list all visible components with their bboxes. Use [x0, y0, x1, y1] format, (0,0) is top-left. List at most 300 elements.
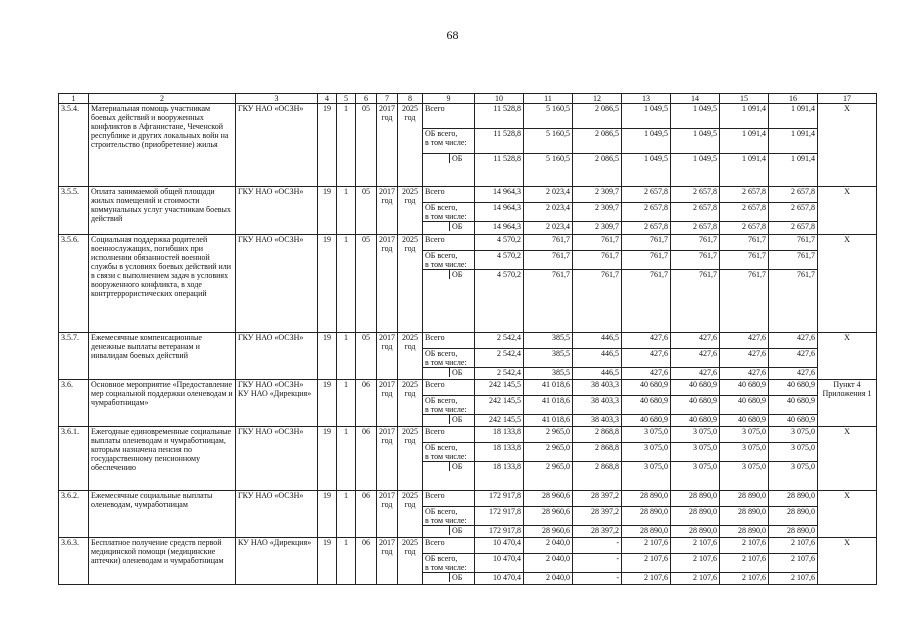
year-suffix: год — [381, 500, 393, 509]
amount-cell: 242 145,5 — [475, 396, 524, 415]
amount-cell: 2 107,6 — [622, 573, 671, 585]
amount-cell: 2 023,4 — [524, 187, 573, 203]
funding-source-label — [423, 538, 475, 554]
amount-cell: 427,6 — [769, 368, 818, 380]
funding-source-label — [423, 443, 475, 462]
amount-cell: 1 049,5 — [671, 154, 720, 187]
header-cell: 10 — [475, 94, 524, 104]
header-row — [59, 94, 877, 104]
funding-source-label — [423, 396, 475, 415]
header-cell: 3 — [236, 94, 318, 104]
code-cell: 1 — [337, 333, 356, 380]
year-suffix: год — [381, 113, 393, 122]
code-cell: 1 — [337, 235, 356, 333]
amount-cell: 3 075,0 — [720, 462, 769, 491]
header-cell: 9 — [423, 94, 475, 104]
page-number: 68 — [446, 28, 459, 42]
amount-cell: 40 680,9 — [720, 380, 769, 396]
amount-cell: 28 397,2 — [573, 507, 622, 526]
amount-cell: 38 403,3 — [573, 396, 622, 415]
ob-label: ОБ — [450, 462, 475, 471]
year-suffix: год — [404, 436, 416, 445]
header-cell: 8 — [398, 94, 423, 104]
amount-cell: 385,5 — [524, 333, 573, 349]
item-number: 3.6.1. — [59, 427, 89, 491]
label-line: ОБ всего, — [425, 203, 458, 212]
amount-cell: 427,6 — [622, 368, 671, 380]
ob-label: ОБ — [450, 573, 475, 582]
item-number: 3.5.7. — [59, 333, 89, 380]
amount-cell: 2 657,8 — [671, 222, 720, 235]
label-line: Всего — [425, 427, 445, 436]
item-number: 3.6.3. — [59, 538, 89, 585]
amount-cell: 761,7 — [573, 270, 622, 333]
year-cell — [398, 187, 423, 235]
amount-cell: 2 657,8 — [671, 187, 720, 203]
code-cell: 19 — [318, 427, 337, 491]
amount-cell: 761,7 — [671, 270, 720, 333]
amount-cell: 427,6 — [671, 349, 720, 368]
amount-cell: 2 107,6 — [769, 573, 818, 585]
year-cell — [377, 235, 398, 333]
amount-cell: 28 960,6 — [524, 526, 573, 538]
amount-cell: 1 091,4 — [720, 104, 769, 129]
funding-source-label — [423, 507, 475, 526]
funding-source-label — [423, 222, 475, 235]
amount-cell: 2 023,4 — [524, 203, 573, 222]
amount-cell: 427,6 — [622, 333, 671, 349]
amount-cell: 2 107,6 — [720, 538, 769, 554]
header-cell: 17 — [818, 94, 877, 104]
amount-cell: 2 040,0 — [524, 538, 573, 554]
amount-cell: 761,7 — [622, 251, 671, 270]
spacer — [423, 154, 450, 163]
amount-cell: 761,7 — [769, 251, 818, 270]
amount-cell: 2 086,5 — [573, 154, 622, 187]
label-line: в том числе: — [425, 563, 467, 572]
program-table — [58, 93, 877, 585]
code-cell: 05 — [356, 104, 377, 187]
table-row — [59, 104, 877, 129]
spacer — [423, 573, 450, 582]
amount-cell: 14 964,3 — [475, 222, 524, 235]
label-line: в том числе: — [425, 405, 467, 414]
item-name: Ежегодные единовременные социальные выплаты оленеводам и чумработницам, которым назначена пенсия по государственному пенсионному обеспечению — [89, 427, 236, 491]
year-suffix: год — [381, 547, 393, 556]
amount-cell: 172 917,8 — [475, 526, 524, 538]
amount-cell: 2 657,8 — [671, 203, 720, 222]
year-suffix: год — [381, 389, 393, 398]
amount-cell: 2 657,8 — [769, 222, 818, 235]
year-value: 2025 — [402, 187, 418, 196]
amount-cell: 172 917,8 — [475, 491, 524, 507]
amount-cell: 427,6 — [769, 333, 818, 349]
amount-cell: 2 965,0 — [524, 427, 573, 443]
amount-cell: 18 133,8 — [475, 443, 524, 462]
amount-cell: 2 868,8 — [573, 427, 622, 443]
amount-cell: 1 091,4 — [769, 104, 818, 129]
year-cell — [398, 491, 423, 538]
amount-cell: 38 403,3 — [573, 415, 622, 427]
item-name: Ежемесячные компенсационные денежные выплаты ветеранам и инвалидам боевых действий — [89, 333, 236, 380]
code-cell: 19 — [318, 187, 337, 235]
amount-cell: 3 075,0 — [769, 462, 818, 491]
label-line: в том числе: — [425, 452, 467, 461]
amount-cell: 2 107,6 — [671, 538, 720, 554]
amount-cell: 28 890,0 — [622, 507, 671, 526]
label-line: ОБ всего, — [425, 129, 458, 138]
funding-source-label — [423, 526, 475, 538]
ob-label: ОБ — [450, 526, 475, 535]
amount-cell: 2 542,4 — [475, 349, 524, 368]
amount-cell: 2 657,8 — [622, 187, 671, 203]
amount-cell: 40 680,9 — [720, 396, 769, 415]
ob-label: ОБ — [450, 415, 475, 424]
header-cell: 15 — [720, 94, 769, 104]
funding-source-label — [423, 104, 475, 129]
header-cell: 16 — [769, 94, 818, 104]
amount-cell: 2 542,4 — [475, 368, 524, 380]
amount-cell: 28 890,0 — [720, 491, 769, 507]
code-cell: 1 — [337, 538, 356, 585]
amount-cell: 2 086,5 — [573, 104, 622, 129]
label-line: Всего — [425, 333, 445, 342]
amount-cell: 28 890,0 — [671, 526, 720, 538]
funding-source-label — [423, 349, 475, 368]
year-cell — [398, 104, 423, 187]
label-line: Всего — [425, 380, 445, 389]
ob-label: ОБ — [450, 368, 475, 377]
amount-cell: 1 049,5 — [622, 154, 671, 187]
amount-cell: 3 075,0 — [671, 462, 720, 491]
year-value: 2025 — [402, 538, 418, 547]
amount-cell: 2 657,8 — [720, 203, 769, 222]
amount-cell: 761,7 — [573, 235, 622, 251]
amount-cell: 761,7 — [769, 235, 818, 251]
funding-source-label — [423, 203, 475, 222]
amount-cell: 2 657,8 — [622, 222, 671, 235]
year-value: 2017 — [379, 491, 395, 500]
amount-cell: 14 964,3 — [475, 203, 524, 222]
year-value: 2025 — [402, 104, 418, 113]
amount-cell: 10 470,4 — [475, 554, 524, 573]
item-name: Ежемесячные социальные выплаты оленеводам, чумработницам — [89, 491, 236, 538]
code-cell: 1 — [337, 427, 356, 491]
amount-cell: 40 680,9 — [622, 380, 671, 396]
year-suffix: год — [381, 342, 393, 351]
amount-cell: 427,6 — [671, 368, 720, 380]
amount-cell: 18 133,8 — [475, 427, 524, 443]
amount-cell: 1 091,4 — [769, 129, 818, 154]
year-value: 2025 — [402, 380, 418, 389]
table-row — [59, 333, 877, 349]
label-line: Всего — [425, 187, 445, 196]
amount-cell: 40 680,9 — [720, 415, 769, 427]
item-number: 3.6. — [59, 380, 89, 427]
amount-cell: 40 680,9 — [769, 396, 818, 415]
amount-cell: 41 018,6 — [524, 396, 573, 415]
amount-cell: 38 403,3 — [573, 380, 622, 396]
funding-source-label — [423, 270, 475, 333]
ob-label: ОБ — [450, 222, 475, 231]
amount-cell: 1 049,5 — [622, 104, 671, 129]
code-cell: 06 — [356, 491, 377, 538]
funding-source-label — [423, 380, 475, 396]
amount-cell: 5 160,5 — [524, 104, 573, 129]
amount-cell: 28 960,6 — [524, 491, 573, 507]
amount-cell: 2 107,6 — [671, 573, 720, 585]
amount-cell: - — [573, 538, 622, 554]
spacer — [423, 462, 450, 471]
header-cell: 1 — [59, 94, 89, 104]
code-cell: 05 — [356, 333, 377, 380]
year-cell — [398, 380, 423, 427]
year-suffix: год — [381, 196, 393, 205]
amount-cell: 41 018,6 — [524, 415, 573, 427]
item-name: Бесплатное получение средств первой медицинской помощи (медицинские аптечки) оленеводам и чумработницам — [89, 538, 236, 585]
item-number: 3.6.2. — [59, 491, 89, 538]
amount-cell: 2 309,7 — [573, 187, 622, 203]
amount-cell: 2 657,8 — [720, 222, 769, 235]
year-suffix: год — [404, 500, 416, 509]
amount-cell: 2 023,4 — [524, 222, 573, 235]
amount-cell: 1 049,5 — [622, 129, 671, 154]
code-cell: 19 — [318, 380, 337, 427]
header-cell: 13 — [622, 94, 671, 104]
label-line: в том числе: — [425, 212, 467, 221]
code-cell: 05 — [356, 235, 377, 333]
note-cell: X — [818, 491, 877, 538]
spacer — [423, 368, 450, 377]
code-cell: 19 — [318, 538, 337, 585]
amount-cell: 11 528,8 — [475, 104, 524, 129]
amount-cell: 5 160,5 — [524, 154, 573, 187]
code-cell: 06 — [356, 538, 377, 585]
year-cell — [377, 104, 398, 187]
amount-cell: 40 680,9 — [671, 396, 720, 415]
amount-cell: - — [573, 573, 622, 585]
item-executor: ГКУ НАО «ОСЗН» — [236, 333, 318, 380]
amount-cell: 18 133,8 — [475, 462, 524, 491]
label-line: ОБ всего, — [425, 507, 458, 516]
year-cell — [398, 235, 423, 333]
amount-cell: 761,7 — [524, 251, 573, 270]
amount-cell: 427,6 — [720, 368, 769, 380]
funding-source-label — [423, 333, 475, 349]
note-cell: X — [818, 235, 877, 333]
funding-source-label — [423, 235, 475, 251]
year-value: 2025 — [402, 427, 418, 436]
header-cell: 14 — [671, 94, 720, 104]
label-line: в том числе: — [425, 260, 467, 269]
amount-cell: 28 890,0 — [769, 526, 818, 538]
funding-source-label — [423, 462, 475, 491]
code-cell: 06 — [356, 380, 377, 427]
amount-cell: 28 890,0 — [622, 491, 671, 507]
label-line: Всего — [425, 235, 445, 244]
amount-cell: 761,7 — [622, 270, 671, 333]
label-line: в том числе: — [425, 516, 467, 525]
amount-cell: 4 570,2 — [475, 251, 524, 270]
year-suffix: год — [404, 244, 416, 253]
amount-cell: 2 107,6 — [622, 554, 671, 573]
year-value: 2017 — [379, 235, 395, 244]
item-name: Основное мероприятие «Предоставление мер социальной поддержки оленеводам и чумработницам» — [89, 380, 236, 427]
amount-cell: 446,5 — [573, 368, 622, 380]
amount-cell: 761,7 — [671, 251, 720, 270]
amount-cell: 2 309,7 — [573, 203, 622, 222]
amount-cell: 11 528,8 — [475, 129, 524, 154]
funding-source-label — [423, 573, 475, 585]
amount-cell: 2 657,8 — [720, 187, 769, 203]
amount-cell: 2 107,6 — [769, 554, 818, 573]
item-name: Социальная поддержка родителей военнослужащих, погибших при исполнении обязанностей военной службы в условиях боевых действий или в связи с выполнением задач в условиях вооруженного конфликта, в ходе контртеррористических операций — [89, 235, 236, 333]
header-cell: 5 — [337, 94, 356, 104]
funding-source-label — [423, 154, 475, 187]
year-value: 2025 — [402, 235, 418, 244]
amount-cell: 2 309,7 — [573, 222, 622, 235]
amount-cell: 40 680,9 — [622, 396, 671, 415]
amount-cell: 3 075,0 — [622, 443, 671, 462]
funding-source-label — [423, 187, 475, 203]
label-line: Всего — [425, 104, 445, 113]
year-value: 2017 — [379, 104, 395, 113]
table-row — [59, 427, 877, 443]
amount-cell: 385,5 — [524, 368, 573, 380]
item-executor: ГКУ НАО «ОСЗН» — [236, 104, 318, 187]
amount-cell: 4 570,2 — [475, 235, 524, 251]
amount-cell: 446,5 — [573, 349, 622, 368]
amount-cell: 2 107,6 — [720, 573, 769, 585]
code-cell: 19 — [318, 491, 337, 538]
year-suffix: год — [404, 547, 416, 556]
item-executor: ГКУ НАО «ОСЗН» — [236, 235, 318, 333]
year-cell — [377, 380, 398, 427]
amount-cell: 2 965,0 — [524, 462, 573, 491]
item-executor: ГКУ НАО «ОСЗН» — [236, 427, 318, 491]
amount-cell: 11 528,8 — [475, 154, 524, 187]
year-value: 2025 — [402, 333, 418, 342]
amount-cell: 427,6 — [622, 349, 671, 368]
amount-cell: 3 075,0 — [622, 462, 671, 491]
amount-cell: 2 965,0 — [524, 443, 573, 462]
ob-label: ОБ — [450, 270, 475, 279]
amount-cell: 761,7 — [720, 251, 769, 270]
amount-cell: 242 145,5 — [475, 380, 524, 396]
spacer — [423, 270, 450, 279]
amount-cell: 761,7 — [769, 270, 818, 333]
year-cell — [398, 538, 423, 585]
spacer — [423, 222, 450, 231]
year-value: 2017 — [379, 187, 395, 196]
year-cell — [377, 491, 398, 538]
amount-cell: 761,7 — [671, 235, 720, 251]
amount-cell: 761,7 — [720, 235, 769, 251]
amount-cell: 3 075,0 — [671, 443, 720, 462]
code-cell: 19 — [318, 235, 337, 333]
year-suffix: год — [404, 389, 416, 398]
amount-cell: 28 890,0 — [671, 491, 720, 507]
funding-source-label — [423, 427, 475, 443]
table-row — [59, 380, 877, 396]
funding-source-label — [423, 251, 475, 270]
amount-cell: 427,6 — [720, 333, 769, 349]
year-value: 2017 — [379, 427, 395, 436]
amount-cell: 427,6 — [720, 349, 769, 368]
code-cell: 19 — [318, 104, 337, 187]
year-value: 2017 — [379, 380, 395, 389]
amount-cell: 28 890,0 — [769, 507, 818, 526]
amount-cell: 2 107,6 — [720, 554, 769, 573]
header-cell: 6 — [356, 94, 377, 104]
code-cell: 19 — [318, 333, 337, 380]
amount-cell: 28 397,2 — [573, 526, 622, 538]
amount-cell: 427,6 — [769, 349, 818, 368]
item-executor: ГКУ НАО «ОСЗН» КУ НАО «Дирекция» — [236, 380, 318, 427]
item-number: 3.5.5. — [59, 187, 89, 235]
amount-cell: 2 107,6 — [671, 554, 720, 573]
item-executor: ГКУ НАО «ОСЗН» — [236, 491, 318, 538]
amount-cell: 2 657,8 — [622, 203, 671, 222]
amount-cell: 761,7 — [524, 270, 573, 333]
funding-source-label — [423, 415, 475, 427]
amount-cell: 761,7 — [622, 235, 671, 251]
amount-cell: 40 680,9 — [769, 415, 818, 427]
year-value: 2025 — [402, 491, 418, 500]
funding-source-label — [423, 129, 475, 154]
amount-cell: 28 960,6 — [524, 507, 573, 526]
amount-cell: 2 040,0 — [524, 554, 573, 573]
year-cell — [398, 427, 423, 491]
table-row — [59, 538, 877, 554]
item-executor: ГКУ НАО «ОСЗН» — [236, 187, 318, 235]
note-cell: Пункт 4 Приложения 1 — [818, 380, 877, 427]
amount-cell: 40 680,9 — [769, 380, 818, 396]
amount-cell: 41 018,6 — [524, 380, 573, 396]
item-number: 3.5.6. — [59, 235, 89, 333]
amount-cell: 28 890,0 — [622, 526, 671, 538]
amount-cell: - — [573, 554, 622, 573]
amount-cell: 2 040,0 — [524, 573, 573, 585]
amount-cell: 2 657,8 — [769, 187, 818, 203]
amount-cell: 761,7 — [524, 235, 573, 251]
label-line: в том числе: — [425, 138, 467, 147]
amount-cell: 4 570,2 — [475, 270, 524, 333]
amount-cell: 3 075,0 — [769, 427, 818, 443]
label-line: ОБ всего, — [425, 396, 458, 405]
year-value: 2017 — [379, 333, 395, 342]
amount-cell: 28 890,0 — [720, 507, 769, 526]
note-cell: X — [818, 427, 877, 491]
amount-cell: 2 542,4 — [475, 333, 524, 349]
amount-cell: 40 680,9 — [622, 415, 671, 427]
amount-cell: 242 145,5 — [475, 415, 524, 427]
funding-source-label — [423, 554, 475, 573]
header-cell: 11 — [524, 94, 573, 104]
amount-cell: 172 917,8 — [475, 507, 524, 526]
amount-cell: 1 091,4 — [720, 154, 769, 187]
note-cell: X — [818, 538, 877, 585]
spacer — [423, 526, 450, 535]
spacer — [423, 415, 450, 424]
amount-cell: 3 075,0 — [720, 427, 769, 443]
label-line: ОБ всего, — [425, 349, 458, 358]
code-cell: 1 — [337, 380, 356, 427]
amount-cell: 2 868,8 — [573, 462, 622, 491]
table-row — [59, 235, 877, 251]
amount-cell: 761,7 — [720, 270, 769, 333]
amount-cell: 2 107,6 — [769, 538, 818, 554]
